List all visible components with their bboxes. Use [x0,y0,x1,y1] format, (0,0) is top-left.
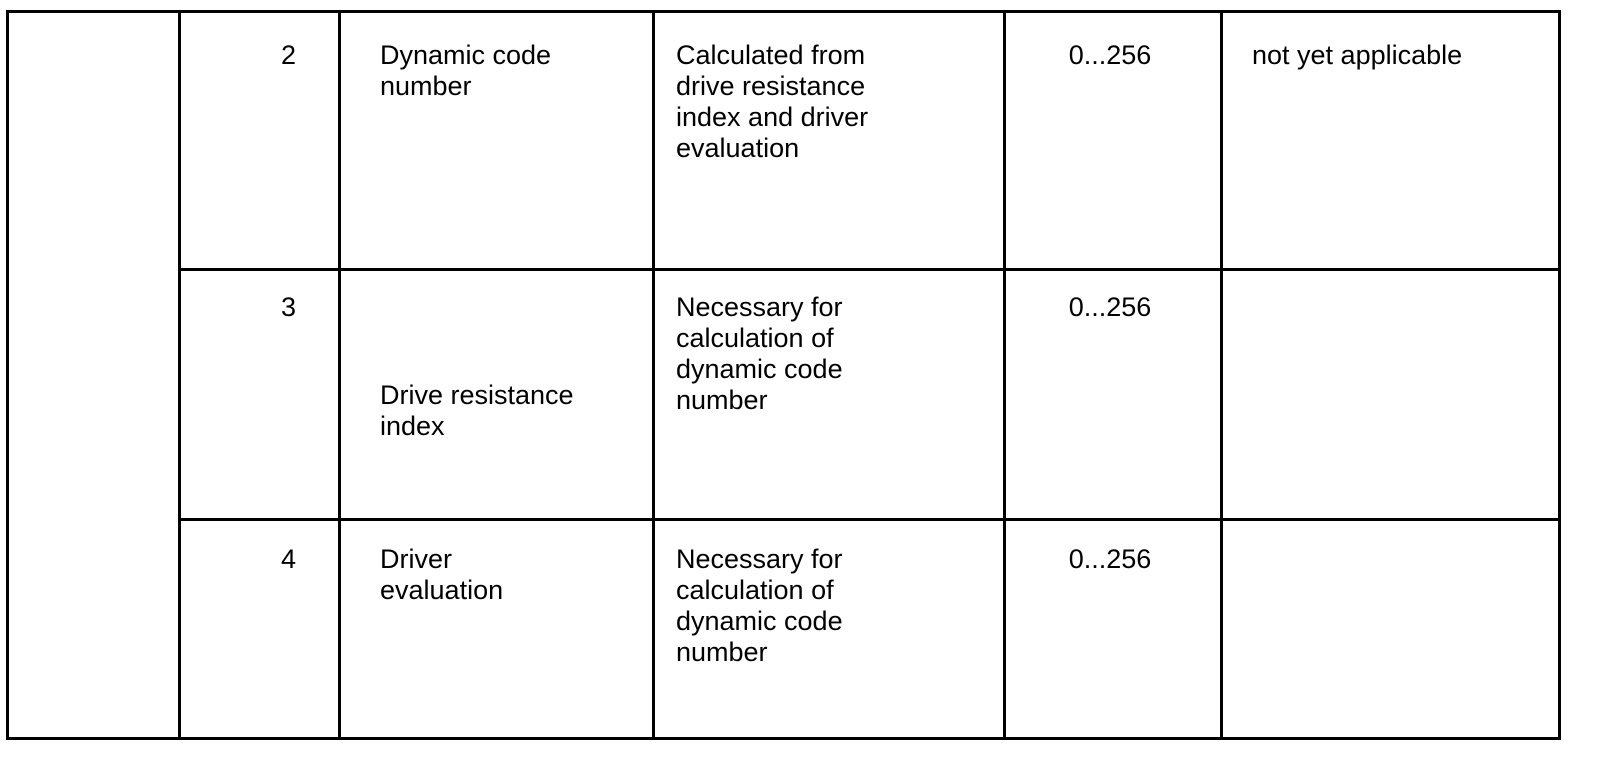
row-divider [180,518,1561,521]
value-range: 0...256 [1068,544,1152,574]
parameter-note: not yet applicable [1252,40,1463,70]
parameter-name: Dynamic code number [380,40,552,101]
value-range: 0...256 [1068,292,1152,322]
parameter-description: Calculated from drive resistance index and driver evaluation [676,40,869,163]
column-divider [652,10,655,740]
column-divider [338,10,341,740]
row-divider [180,268,1561,271]
parameter-name: Drive resistance index [380,380,574,441]
row-number: 2 [280,40,296,70]
column-divider [178,10,181,740]
parameter-description: Necessary for calculation of dynamic code number [676,544,843,667]
column-divider [1003,10,1006,740]
row-number: 3 [280,292,296,322]
row-number: 4 [280,544,296,574]
column-divider [1220,10,1223,740]
value-range: 0...256 [1068,40,1152,70]
parameter-description: Necessary for calculation of dynamic code number [676,292,843,415]
parameter-name: Driver evaluation [380,544,504,605]
